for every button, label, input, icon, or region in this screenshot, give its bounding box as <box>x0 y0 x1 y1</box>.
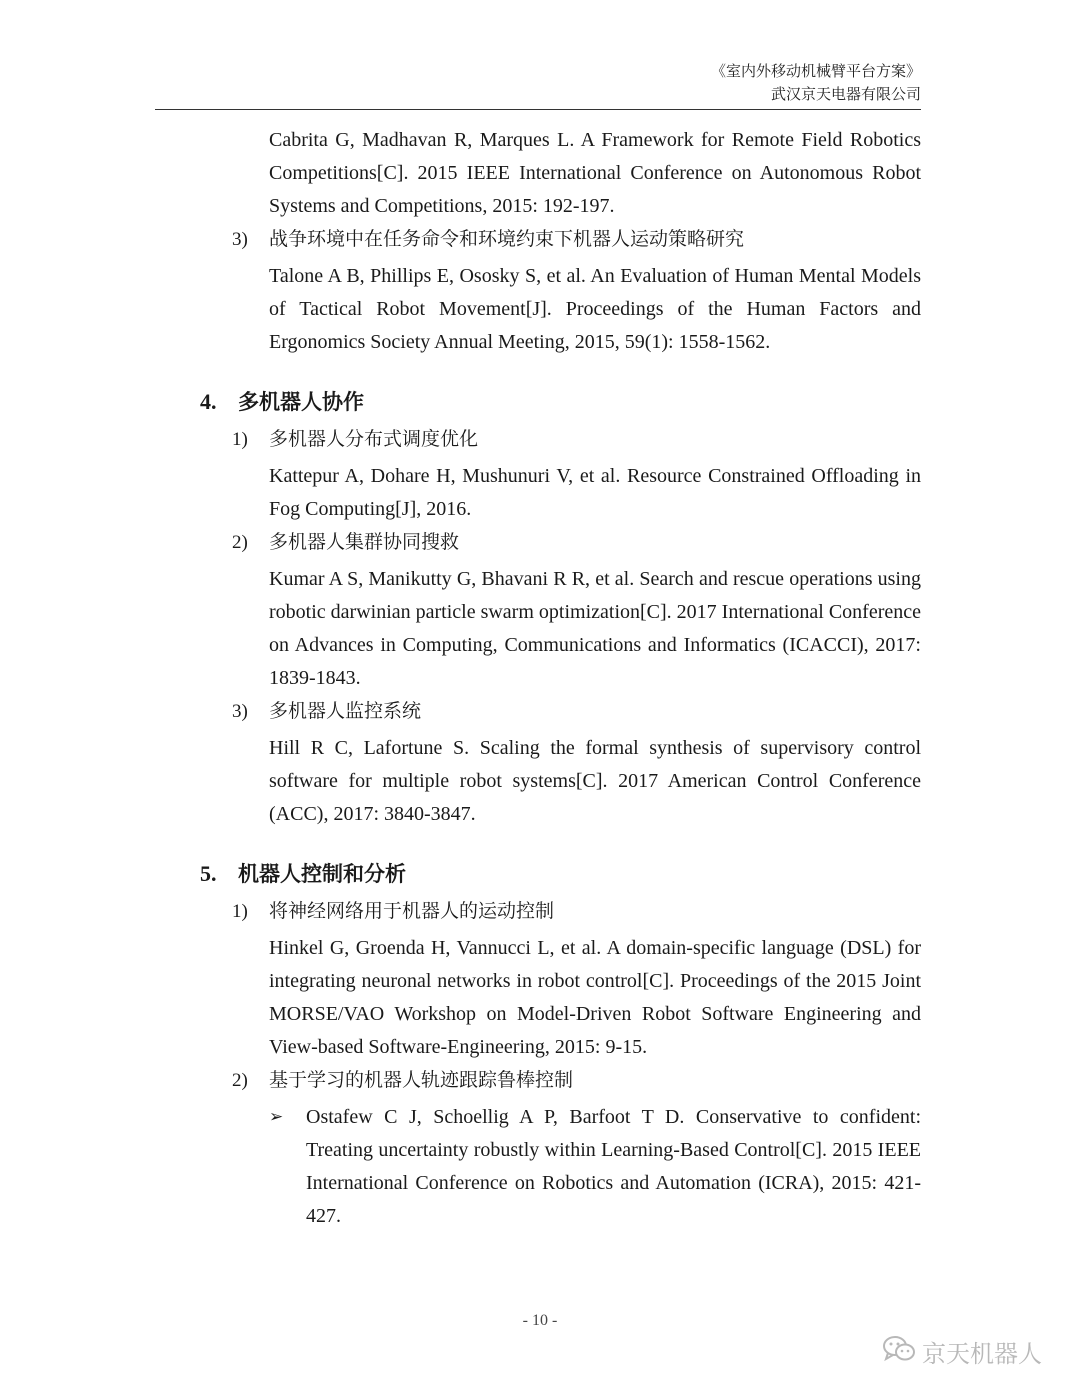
list-item-3 <box>232 223 921 256</box>
list-item-5-2 <box>232 1064 921 1097</box>
bullet-item <box>269 1101 921 1233</box>
list-item-4-2 <box>232 526 921 559</box>
list-item-number: 1) <box>232 901 248 922</box>
list-item-number: 1) <box>232 429 248 450</box>
section-title: 机器人控制和分析 <box>238 862 406 886</box>
section-title: 多机器人协作 <box>238 390 364 414</box>
watermark-text: 京天机器人 <box>922 1340 1042 1368</box>
page-number: - 10 - <box>522 1312 558 1329</box>
reference-hinkel: Hinkel G, Groenda H, Vannucci L, et al. A domain-specific language (DSL) for integrating neuronal networks in robot control[C]. Proceedings of the 2015 Joint MORSE/VAO Workshop on Model-Driven Robot Software Engineering and View-based Software-Engineering, 2015: 9-15. <box>269 937 921 1058</box>
reference-kumar: Kumar A S, Manikutty G, Bhavani R R, et al. Search and rescue operations using robotic darwinian particle swarm optimization[C]. 2017 International Conference on Advances in Computing, Communications and Informatics (ICACCI), 2017: 1839-1843. <box>269 568 922 689</box>
list-item-number: 2) <box>232 1070 248 1091</box>
list-item-5-1 <box>232 895 921 928</box>
list-item-title: 将神经网络用于机器人的运动控制 <box>269 900 555 922</box>
document-body <box>200 124 921 1233</box>
wechat-icon <box>882 1335 922 1369</box>
list-item-title: 多机器人分布式调度优化 <box>269 428 479 450</box>
reference-kattepur: Kattepur A, Dohare H, Mushunuri V, et al. Resource Constrained Offloading in Fog Computing[J], 2016. <box>269 465 921 520</box>
watermark <box>882 1334 1042 1369</box>
list-item-title: 基于学习的机器人轨迹跟踪鲁棒控制 <box>269 1069 574 1091</box>
section-number: 4. <box>200 389 217 414</box>
list-item-number: 3) <box>232 701 248 722</box>
list-item-number: 2) <box>232 532 248 553</box>
reference-cabrita: Cabrita G, Madhavan R, Marques L. A Framework for Remote Field Robotics Competitions[C]. 2015 IEEE International Conference on Autonomous Robot Systems and Competitions, 2015: 192-197. <box>269 129 921 217</box>
section-5-heading <box>200 857 921 891</box>
page-header <box>155 60 921 110</box>
list-item-title: 多机器人集群协同搜救 <box>269 531 460 553</box>
header-company-name: 武汉京天电器有限公司 <box>770 85 921 103</box>
header-document-title: 《室内外移动机械臂平台方案》 <box>710 62 921 80</box>
list-item-4-3 <box>232 695 921 728</box>
section-number: 5. <box>200 861 217 886</box>
section-4-heading <box>200 385 921 419</box>
list-item-title: 多机器人监控系统 <box>269 700 422 722</box>
list-item-number: 3) <box>232 229 248 250</box>
arrow-bullet-icon: ➢ <box>269 1107 284 1127</box>
reference-ostafew: Ostafew C J, Schoellig A P, Barfoot T D. Conservative to confident: Treating uncertainty robustly within Learning-Based Control[C]. 2015 IEEE International Conference on Robotics and Automation (ICRA), 2015: 421-427. <box>306 1106 921 1227</box>
reference-hill: Hill R C, Lafortune S. Scaling the formal synthesis of supervisory control software for multiple robot systems[C]. 2017 American Control Conference (ACC), 2017: 3840-3847. <box>269 737 921 825</box>
reference-talone: Talone A B, Phillips E, Ososky S, et al. An Evaluation of Human Mental Models of Tactical Robot Movement[J]. Proceedings of the Human Factors and Ergonomics Society Annual Meeting, 2015, 59(1): 1558-1562. <box>269 265 921 353</box>
list-item-title: 战争环境中在任务命令和环境约束下机器人运动策略研究 <box>269 228 745 250</box>
list-item-4-1 <box>232 423 921 456</box>
